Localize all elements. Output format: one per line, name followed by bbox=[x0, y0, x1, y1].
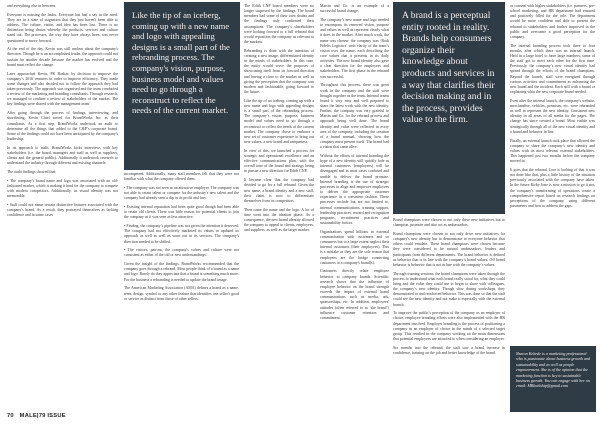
paragraph: The audit findings showed that: bbox=[7, 169, 57, 174]
article-column-2 bbox=[124, 172, 239, 305]
page-footer bbox=[7, 413, 66, 419]
paragraph: Customers directly relate employee behavior to company brands. Scientific research shows that the influence of employee behavior on the brand strength exceeds the impact of external brand communications such as media, ads, sponsorships, etc. In addition, employees' attitudes (often referred to as ‘the brand’) influence customer retention and commitment. bbox=[320, 269, 389, 320]
paragraph: The company’s new name and logo needed to encompass its renewed vision, purpose and values as well as represent clearly what it does in the market. After much work, the name was chosen: the company was ‘Rodi Fidelis Logistics’ with clarity of the team’s vision over the name, each describing the core values that it presents in its daily activities. The new brand identity also gave a clear direction for the employees and stakeholders. The first phase in the rebrand was successful. bbox=[320, 17, 389, 79]
article-column-6 bbox=[510, 4, 595, 213]
paragraph: Brand champions were chosen to not only drive new initiatives but to champion, promote and also act as ambassadors. bbox=[393, 218, 505, 228]
article-column-1 bbox=[7, 4, 118, 222]
paragraph: or consent with higher stakeholders (i.e. partners, pre-school marketing, and HR department had ensured and positively filled for the role. The department would be more confident and able to present the rebrand to stakeholders and further improved in the public and overcame a good perception for the company. bbox=[510, 4, 595, 39]
author-bio-box bbox=[510, 346, 596, 412]
article-column-3 bbox=[244, 4, 314, 237]
paragraph: Throughout this process, there was great work in the company and the staff were brought together as the team. Internal teams found it very easy and well prepared to share the latest work with the new identity. Further, the company was very grateful to Martin and Co. for the rebrand process and approach being well done. The brand identity and value were reflected in every area of the company, including the creation of a brand manual, showing how the company must present itself. The brand had a vision that came alive. bbox=[320, 83, 389, 150]
paragraph: At the end of the day, Kevin was still unclear about the company's direction. Though he is an accomplished leader, the approach could not sustain for another decade because the market has evolved and the brand must reflect the change. bbox=[7, 47, 118, 67]
paragraph: Rebranding is done with the intention of creating a new image, differentiated identity in the minds of stakeholders. In this case, the entity would serve the purposes of showcasing itself from its forward direction and having a close to the market as well as giving the perception that the company was modern and fashionable, going forward to the future. bbox=[244, 48, 314, 95]
paragraph: Through training sessions, the brand champions were taken through the process to understand what each brand really stood for, what they could bring and the value they could use to begin to share with colleagues, the company’s new identity. Though slow during workshops, they demonstrated to and reinforced behavior. This was done so that the staff could see the new identity and not make it especially with the external branch. bbox=[393, 271, 506, 307]
paragraph: Finally, an external launch took place that allowed the company to share the company’s new identity and values with its most relevant external stakeholders. This happened just two months before the company moved in. bbox=[510, 138, 595, 164]
paragraph: • The company's brand name and logo was associated with an old-fashioned market, which is making it hard for the company to compete with modern competitors. Additionally, its visual identity was not memorable. bbox=[7, 178, 118, 199]
paragraph: After going through the process of findings, interviewing, and shortlisting, Kevin Chief sorted for BrandWorks Inc. as their consultants. As a first step, BrandWorks undertook an audit to determine all the things that added to the C&P’s corporate brand. Some of the findings could not have been anticipated by the company's leadership. bbox=[7, 111, 118, 141]
paragraph: incompetent. Additionally, many staff members felt that they were not familiar with what the company offered them. bbox=[124, 172, 239, 182]
pull-quote-text: Like the tip of an iceberg, coming up with a new name and logo with appealing designs is a small part of the rebranding process. The company's vision, purpose, business model and values need to go through a reconstruct to reflect the needs of the current market. bbox=[132, 10, 230, 116]
author-bio-text: Sharon Kebede is a marketing professional who is passionate about business growth and sustainability and as well as people empowerment. She is of the opinion that the marketing function is key to sustainable business growth. You can engage with her on email: MBlackship@gmail.com bbox=[516, 351, 590, 389]
paragraph: • Staff could not name certain distinctive features associated with the company's brand. As a result, they portrayed themselves as lacking confidence and in some cases bbox=[7, 202, 118, 218]
paragraph: Later approached Kevin, PK Bashar, by decision to improve the company’s 2016 ventures in order to improve efficiency. They made some changes and also decided not to follow the approach they had taken previously. The approach was organised and the team conducted a review of the marketing and branding consultants. Through research, we managed to confirm a review of stakeholders of the market. The key findings were shared with the management team. bbox=[7, 71, 118, 107]
paragraph: To improve the public’s perception of the company as an employer of choice, employee branding efforts were also implemented with the HR department involved. Employer branding is the process of positioning a company as an employer of choice in the minds of a selected target group. This resulted in the company working on the main dimensions that potential employees are attracted to when considering an employer. bbox=[393, 311, 505, 342]
paragraph: In view of this, we launched a process for strategic and operational excellence and an effective communications plan, with the overall tone of the brand and strategy being to pursue a new direction for Edith CNP. bbox=[244, 148, 314, 174]
paragraph: Without the efforts of internal branding the hype of a new identity will quickly fade as internal customers (employees) will be disengaged and in most cases confused and unable to deliver the brand promise. Internal branding is the use of strategic processes to align and empower employees to deliver the appropriate customer experience in a consistent fashion. These processes include but are not limited to, internal communications, training support, leadership practices, reward and recognition programs, recruitment practices and sustainability factors. bbox=[320, 154, 389, 226]
paragraph: In its approach to audit, BrandWorks kicks interviews with key stakeholders (i.e. the board, managers and staff as well as suppliers, clients and the general public). Additionally it undertook research to understand the industry through different and existing channels. bbox=[7, 145, 118, 166]
paragraph: • Existing internal reputation had been quite good though had been able to retain old clients. There was little reason for potential clients to join the company as it was seen as less attractive. bbox=[124, 204, 239, 220]
issue-label: MALE|79 ISSUE bbox=[19, 413, 66, 419]
pull-quote-brand bbox=[393, 2, 505, 214]
pull-quote-text: A brand is a perceptual entity rooted in reality. Brands help consumers organize their knowledge about products and services in a way that clarifies their decision making and in the process, provides value to the firm. bbox=[402, 10, 495, 126]
paragraph: and everything else in between. bbox=[7, 4, 57, 8]
paragraph: • Finding, the company’s pipeline was not given the attention it deserved. The company had not effectively marketed its values or updated its approach as well as well as worn out in its services. The company's direction needed to be shifted. bbox=[124, 224, 239, 244]
paragraph: Brand champions were chosen to not only drive new initiatives for company's new identity but to demonstrate to everyone behavior that others could emulate. These brand champions were chosen because they were considered to be natural ambassadors, leaders and participants from different departments. The brand behavior is defined as behavior that is in line with the company’s brand values. Off brand behavior is behavior that is not in line with the company’s values. bbox=[393, 231, 505, 267]
paragraph: It became clear that the company had decided to go for a full rebrand. Given the new name, a brand identity and a new staff, their claim is now to differentiate themselves from its competitors. bbox=[244, 178, 314, 203]
page-number: 70 bbox=[7, 413, 14, 419]
paragraph: • The visitors, patrons, the company's values and culture were not consistent as either of the old or new understandings. bbox=[124, 248, 239, 258]
paragraph: Like the tip of an iceberg, coming up with a new name and logo with appealing designs is a small part of the rebranding process. The company’s vision, purpose, business model and values need to go through a reconstruct to reflect the needs of the current market. The company chose to embrace a new set of customer experience to bring out new values, a new brand and uniqueness. bbox=[244, 98, 314, 145]
paragraph: The internal branding process took three to four months, after which there was an internal launch. Held in a large hotel to have large numbers, some of the staff got to meet each other for the first time. Previously, the company’s new visual identity had spread through the efforts of the brand champions. Beyond the launch, staff were energized through various activities and commitment as enhancing the new brand and the incident. Each still with a brand or explaining what the new corporate brand needed. bbox=[510, 43, 595, 95]
pull-quote-iceberg bbox=[124, 2, 240, 170]
paragraph: The Edith CNP board members were no longer surprised by the findings. The board members had some of their own doubts and the findings only confirmed their assumptions. The company’s shareholders were looking forward to a full rebrand that would reposition the company as relevant to the markets. bbox=[244, 4, 314, 45]
paragraph: • The company was not seen as an attractive employer. The company was not able to retain talent or compete for the industry's new talent and the company had already seen a dip in its profit and loss. bbox=[124, 185, 239, 201]
paragraph: Everyone is missing the faults. Everyone has had a say in the need. They are in a state of stagnation that they just haven't been able to address. The culture, vision, and idea has been lost. There is no distinction being drawn whereby the products, services and culture stand out. The processes, the way they have always been, was never questioned to move forward. bbox=[7, 12, 118, 43]
article-column-4 bbox=[320, 4, 389, 325]
paragraph: Martin and Co. is an example of a successful brand change. bbox=[320, 4, 389, 14]
paragraph: Six months into the rebrand, the staff saw a brand increase in confidence, training on the job and better knowledge of the brand. bbox=[393, 345, 505, 355]
paragraph: The American Marketing Association (AMA) defines a brand as a name, term, design, symbol or any other feature that identifies one seller's good or service as distinct from those of other sellers. bbox=[124, 286, 239, 301]
paragraph: Then came the name and the logo. A lot of time went into the ideation phase. As a consequence, the new brand identity allowed the company to appeal to clients, employees, and suppliers, as well as the target market. bbox=[244, 207, 315, 233]
article-column-5 bbox=[393, 218, 505, 360]
paragraph: Given the insight of the findings, BrandWorks recommended that the company goes through a rebrand. Most people think of a brand as a name and logo. Rarely do they appreciate that a brand is something much more. For the business a rebranding is needed to update the brand image. bbox=[124, 262, 239, 282]
paragraph: It goes that the rebrand, Lore is looking of that it was not done like that, plus a little history of the situation previously associated with the company have taken. In the future Kirby Jone is now a mission to go it not, the company's transforming of operations create a comprehensive report based on research findings on perceptions of the company, using different parameters and how to address the gaps. bbox=[510, 167, 595, 208]
paragraph: Organizations spend billions in external communication with customers and so consumers but to a large extent neglect their internal customers (their employees). This is a mistake as they are the sole reason that employees are the bridge connecting customers to a company's brand(s). bbox=[320, 229, 389, 265]
paragraph: Even after the internal launch, the company's website, merchandise, vehicles, premises, etc. were rebranded as well to represent the new identity. Consistent new identity in all areas of all media for the pages. The change has since created a brand. Most visible was strategically through all of the new visual identity and a brand and behavior in line. bbox=[510, 98, 595, 134]
